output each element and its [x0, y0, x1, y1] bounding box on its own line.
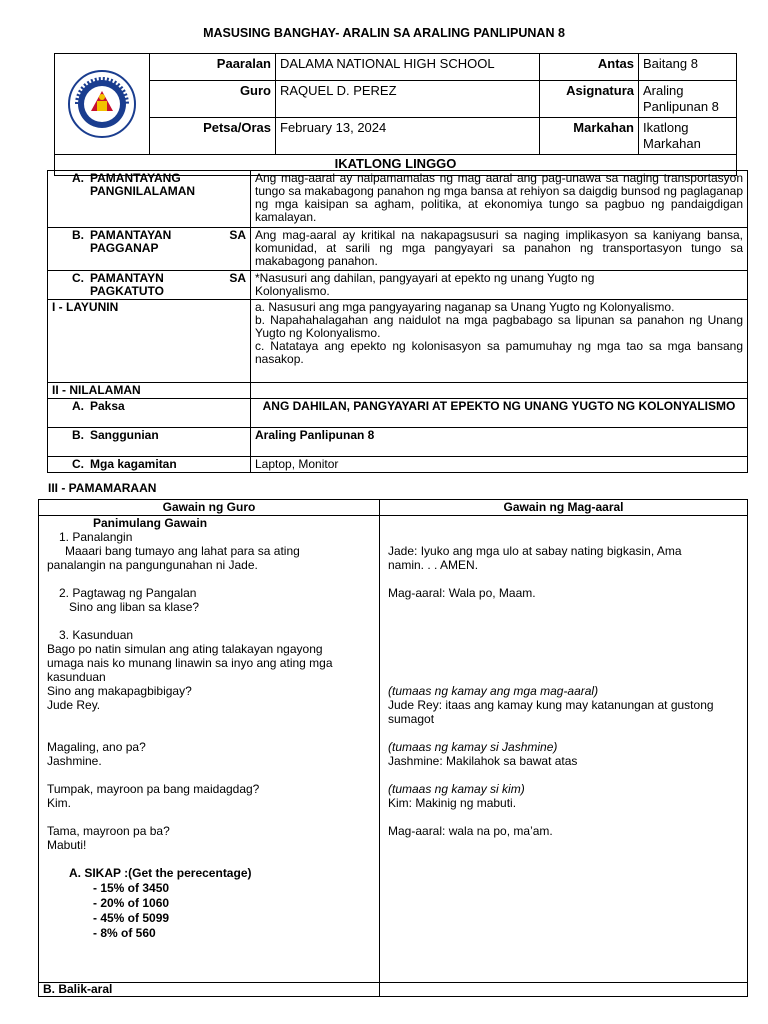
left-line: Sino ang makapagbibigay?	[47, 684, 192, 698]
right-line: Jade: Iyuko ang mga ulo at sabay nating bigkasin, Ama	[388, 544, 682, 558]
pagtawag-item: 2. Pagtawag ng Pangalan	[59, 586, 197, 600]
kagamitan-value: Laptop, Monitor	[251, 457, 748, 473]
col-header-guro: Gawain ng Guro	[39, 500, 380, 516]
balik-aral-label: B. Balik-aral	[39, 983, 380, 997]
kagamitan-label: C. Mga kagamitan	[48, 457, 251, 473]
layunin-label: I - LAYUNIN	[48, 300, 251, 383]
right-line-italic: (tumaas ng kamay ang mga mag-aaral)	[388, 684, 599, 698]
markahan-value: Ikatlong Markahan	[639, 118, 737, 155]
left-line: Jashmine.	[47, 754, 102, 768]
right-line: Mag-aaral: wala na po, ma’am.	[388, 824, 553, 838]
left-line: Magaling, ano pa?	[47, 740, 146, 754]
antas-value: Baitang 8	[639, 54, 737, 81]
left-line: Sino ang liban sa klase?	[69, 600, 200, 614]
guro-activities	[39, 516, 380, 983]
magaaral-activities	[380, 516, 748, 983]
pamantayan-sa-pagganap-text: Ang mag-aaral ay kritikal na nakapagsusuri sa naging implikasyon sa kaniyang bansa, komunidad, at sarili ng mga pangyayari sa panahon ng transportasyon tungo sa makabagong panahon.	[251, 228, 748, 271]
asignatura-label: Asignatura	[540, 81, 639, 118]
asignatura-value: Araling Panlipunan 8	[639, 81, 737, 118]
pamantayan-sa-pagganap-label: B. PAMANTAYAN SA PAGGANAP	[48, 228, 251, 271]
standards-table	[47, 170, 748, 473]
pamantayan-sa-pagkatuto-label: C. PAMANTAYN SA PAGKATUTO	[48, 271, 251, 300]
right-line: Mag-aaral: Wala po, Maam.	[388, 586, 536, 600]
left-line: Mabuti!	[47, 838, 87, 852]
sanggunian-label: B. Sanggunian	[48, 428, 251, 457]
sikap-item: - 20% of 1060	[93, 896, 170, 910]
procedure-table	[38, 499, 748, 997]
nilalaman-empty	[251, 383, 748, 399]
panalangin-item: 1. Panalangin	[59, 530, 133, 544]
antas-label: Antas	[540, 54, 639, 81]
balik-aral-empty	[380, 983, 748, 997]
paaralan-value: DALAMA NATIONAL HIGH SCHOOL	[276, 54, 540, 81]
paaralan-label: Paaralan	[150, 54, 276, 81]
pamantayan-sa-pagkatuto-text: *Nasusuri ang dahilan, pangyayari at epekto ng unang Yugto ng Kolonyalismo.	[251, 271, 748, 300]
left-line: Bago po natin simulan ang ating talakayan ngayong	[47, 642, 323, 656]
header-table	[54, 53, 737, 176]
pamantayang-pangnilalaman-text: Ang mag-aaral ay naipamamalas ng mag aaral ang pag-unawa sa naging transportasyon tungo sa makabagong panahon ng mga bansa at rehiyon sa daigdig bunsod ng paglaganap ng mga kaisipan sa agham, politika, at ekonomiya tungo sa pagbuo ng pandaigdigan kamalayan.	[251, 171, 748, 228]
right-line: namin. . . AMEN.	[388, 558, 479, 572]
paksa-value: ANG DAHILAN, PANGYAYARI AT EPEKTO NG UNANG YUGTO NG KOLONYALISMO	[251, 399, 748, 428]
right-line-italic: (tumaas ng kamay si kim)	[388, 782, 525, 796]
sanggunian-value: Araling Panlipunan 8	[251, 428, 748, 457]
sikap-item: - 8% of 560	[93, 926, 156, 940]
left-line: Kim.	[47, 796, 71, 810]
right-line: Jude Rey: itaas ang kamay kung may katanungan at gustong	[388, 698, 714, 712]
pamantayang-pangnilalaman-label: A. PAMANTAYANG PANGNILALAMAN	[48, 171, 251, 228]
panimulang-gawain: Panimulang Gawain	[93, 516, 208, 530]
left-line: Tama, mayroon pa ba?	[47, 824, 170, 838]
week-label: IKATLONG LINGGO	[55, 155, 737, 176]
sikap-item: - 15% of 3450	[93, 881, 170, 895]
markahan-label: Markahan	[540, 118, 639, 155]
left-line: kasunduan	[47, 670, 106, 684]
deped-seal-icon	[55, 69, 149, 139]
guro-value: RAQUEL D. PEREZ	[276, 81, 540, 118]
left-line: umaga nais ko munang linawin sa inyo ang ating mga	[47, 656, 333, 670]
petsa-value: February 13, 2024	[276, 118, 540, 155]
paksa-label: A. Paksa	[48, 399, 251, 428]
sikap-item: - 45% of 5099	[93, 911, 170, 925]
left-line: Tumpak, mayroon pa bang maidagdag?	[47, 782, 260, 796]
nilalaman-label: II - NILALAMAN	[48, 383, 251, 399]
page-title: MASUSING BANGHAY- ARALIN SA ARALING PANLIPUNAN 8	[203, 26, 565, 40]
right-line: sumagot	[388, 712, 435, 726]
left-line: panalangin na pangungunahan ni Jade.	[47, 558, 258, 572]
pamamaraan-heading: III - PAMAMARAAN	[48, 481, 157, 495]
layunin-text: a. Nasusuri ang mga pangyayaring naganap sa Unang Yugto ng Kolonyalismo. b. Napahahalagahan ang naidulot na mga pagbabago sa lipunan sa panahon ng Unang Yugto ng Kolonyalismo. c. Natataya ang epekto ng kolonisasyon sa pamumuhay ng mga tao sa mga bansang nasakop.	[251, 300, 748, 383]
petsa-label: Petsa/Oras	[150, 118, 276, 155]
sikap-heading: A. SIKAP :(Get the perecentage)	[69, 866, 252, 880]
right-line: Jashmine: Makilahok sa bawat atas	[388, 754, 578, 768]
guro-label: Guro	[150, 81, 276, 118]
left-line: Maaari bang tumayo ang lahat para sa ating	[65, 544, 300, 558]
deped-logo-cell	[55, 54, 150, 155]
left-line: Jude Rey.	[47, 698, 101, 712]
right-line: Kim: Makinig ng mabuti.	[388, 796, 517, 810]
right-line-italic: (tumaas ng kamay si Jashmine)	[388, 740, 558, 754]
kasunduan-item: 3. Kasunduan	[59, 628, 134, 642]
col-header-magaaral: Gawain ng Mag-aaral	[380, 500, 748, 516]
